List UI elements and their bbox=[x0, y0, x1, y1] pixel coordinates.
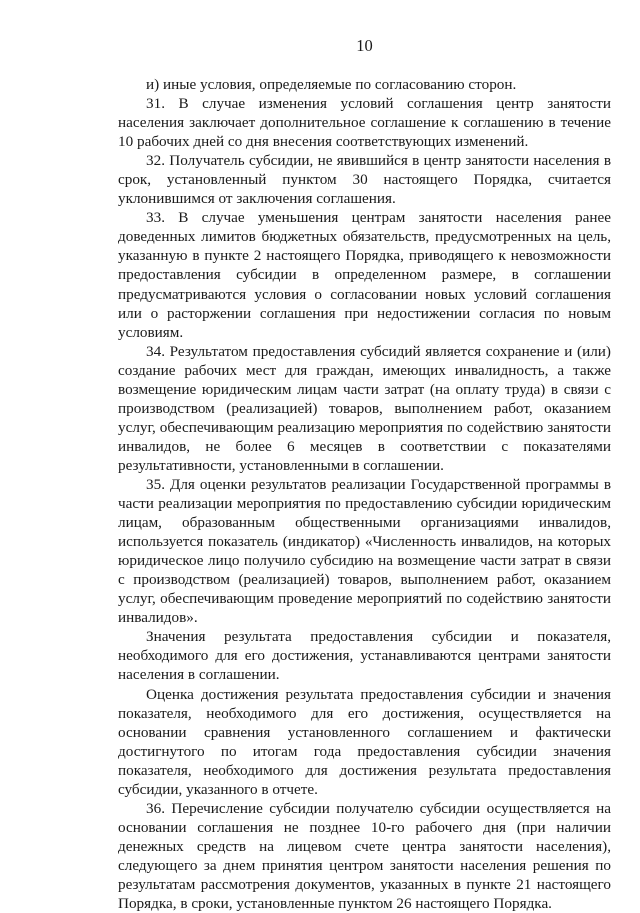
paragraph-36: 36. Перечисление субсидии получателю субсидии осуществляется на основании соглашения не позднее 10-го рабочего дня (при наличии денежных средств на лицевом счете центра занятости населения), следующего за днем принятия центром занятости населения решения по результатам рассмотрения документов, указанных в пункте 21 настоящего Порядка, в сроки, установленные пунктом 26 настоящего Порядка. bbox=[118, 799, 611, 913]
paragraph-item-i: и) иные условия, определяемые по согласованию сторон. bbox=[146, 76, 517, 93]
paragraph-34: 34. Результатом предоставления субсидий является сохранение и (или) создание рабочих мест для граждан, имеющих инвалидность, а также возмещение юридическим лицам части затрат (на оплату труда) в связи с производством (реализацией) товаров, выполнением работ, оказанием услуг, обеспечивающим реализацию мероприятия по содействию занятости инвалидов, не более 6 месяцев в соответствии с показателями результативности, установленными в соглашении. bbox=[118, 342, 611, 474]
paragraph-35: 35. Для оценки результатов реализации Государственной программы в части реализации мероприятия по предоставлению субсидии юридическим лицам, образованным общественными организациями инвалидов, используется показатель (индикатор) «Численность инвалидов, на которых юридическое лицо получило субсидию на возмещение части затрат в связи с производством (реализацией) товаров, выполнением работ, оказанием услуг, обеспечивающим проведение мероприятий по содействию занятости инвалидов». bbox=[118, 475, 611, 627]
paragraph-33: 33. В случае уменьшения центрам занятости населения ранее доведенных лимитов бюджетных обязательств, предусмотренных на цель, указанную в пункте 2 настоящего Порядка, приводящего к невозможности предоставления субсидии в определенном размере, в соглашении предусматриваются условия о согласовании новых условий соглашения или о расторжении соглашения при недостижении согласия по новым условиям. bbox=[118, 209, 611, 341]
paragraph-32: 32. Получатель субсидии, не явившийся в центр занятости населения в срок, установленный пунктом 30 настоящего Порядка, считается уклонившимся от заключения соглашения. bbox=[118, 152, 611, 208]
document-body bbox=[118, 75, 611, 913]
paragraph-35-evaluation: Оценка достижения результата предоставления субсидии и значения показателя, необходимого для его достижения, осуществляется на основании сравнения установленного соглашением и фактически достигнутого по итогам года предоставления субсидии значения показателя, необходимого для достижения результата предоставления субсидии, указанного в отчете. bbox=[118, 685, 611, 798]
paragraph-35-values: Значения результата предоставления субсидии и показателя, необходимого для его достижения, устанавливаются центрами занятости населения в соглашении. bbox=[118, 628, 611, 684]
paragraph-31: 31. В случае изменения условий соглашения центр занятости населения заключает дополнительное соглашение к соглашению в течение 10 рабочих дней со дня внесения соответствующих изменений. bbox=[118, 95, 611, 151]
page-number: 10 bbox=[356, 36, 373, 55]
